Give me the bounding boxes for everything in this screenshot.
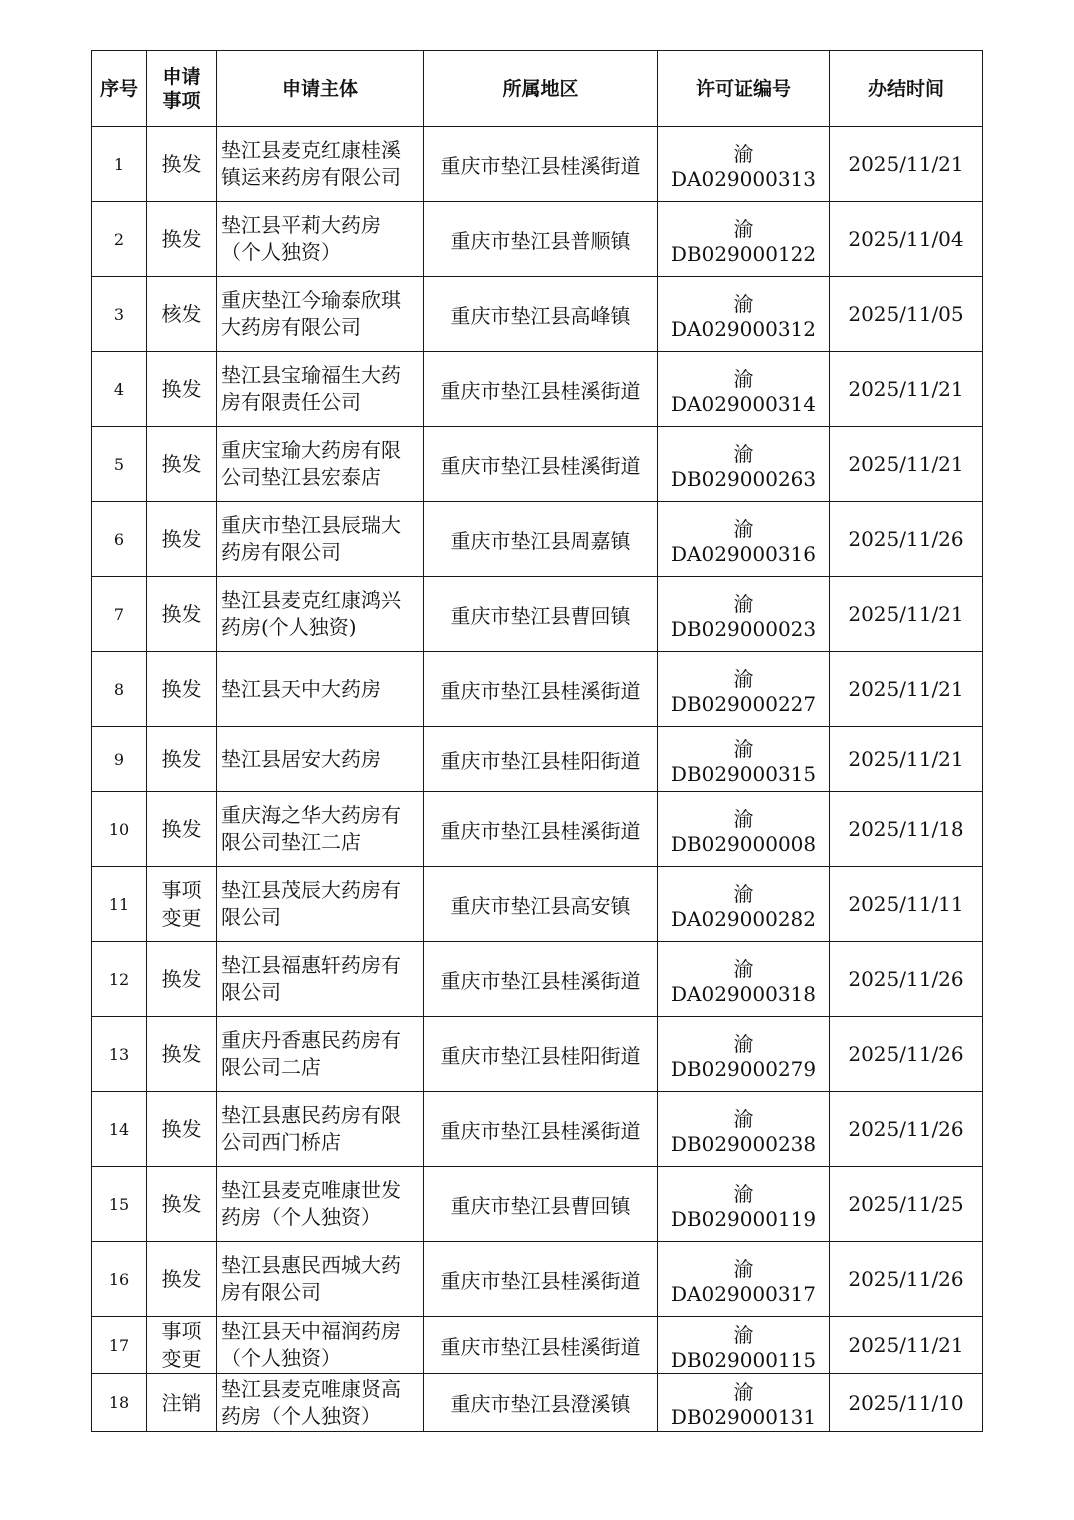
cell-entity: [217, 727, 424, 792]
cell-entity: [217, 427, 424, 502]
cell-date: [830, 942, 983, 1017]
cell-entity-text: 重庆丹香惠民药房有限公司二店: [221, 1028, 401, 1079]
table-row: [92, 277, 983, 352]
cell-region-text: 重庆市垫江县桂溪街道: [440, 453, 641, 478]
header-item: [147, 51, 217, 127]
cell-item: [147, 202, 217, 277]
cell-license-text: 渝DB029000263: [670, 441, 817, 491]
cell-license-text: 渝DA029000314: [671, 366, 816, 416]
cell-entity-text: 垫江县茂辰大药房有限公司: [221, 878, 401, 929]
cell-entity: [217, 867, 424, 942]
cell-item-text: 注销: [161, 1390, 202, 1415]
cell-item: [147, 1092, 217, 1167]
cell-region-text: 重庆市垫江县桂阳街道: [440, 1043, 641, 1068]
cell-date: [830, 202, 983, 277]
table-row: [92, 652, 983, 727]
cell-license: [658, 427, 830, 502]
cell-date: [830, 277, 983, 352]
cell-region-text: 重庆市垫江县高安镇: [450, 893, 631, 918]
cell-region: [424, 502, 658, 577]
cell-region: [424, 127, 658, 202]
cell-entity: [217, 1092, 424, 1167]
cell-license-text: 渝DB029000023: [670, 591, 817, 641]
cell-seq-text: 1: [113, 154, 125, 174]
cell-license: [658, 277, 830, 352]
cell-entity-text: 垫江县居安大药房: [221, 746, 381, 771]
table-row: [92, 127, 983, 202]
cell-date-text: 2025/11/05: [848, 302, 964, 326]
cell-date: [830, 127, 983, 202]
cell-item-text: 换发: [161, 227, 202, 251]
cell-region-text: 重庆市垫江县澄溪镇: [450, 1392, 631, 1416]
cell-date: [830, 352, 983, 427]
cell-region: [424, 202, 658, 277]
cell-license-text: 渝DB029000315: [670, 736, 817, 786]
cell-entity: [217, 502, 424, 577]
cell-seq: [92, 577, 147, 652]
cell-entity: [217, 652, 424, 727]
cell-date: [830, 1317, 983, 1374]
cell-date-text: 2025/11/26: [848, 967, 964, 991]
cell-entity-text: 重庆海之华大药房有限公司垫江二店: [221, 803, 401, 854]
cell-region-text: 重庆市垫江县高峰镇: [450, 303, 631, 328]
cell-entity: [217, 942, 424, 1017]
header-entity: 申请主体: [217, 51, 424, 127]
cell-license-text: 渝DA029000313: [671, 141, 816, 191]
cell-date-text: 2025/11/21: [848, 152, 964, 176]
cell-license: [658, 727, 830, 792]
header-date: 办结时间: [830, 51, 983, 127]
table-row: [92, 577, 983, 652]
cell-item-text: 换发: [161, 1267, 202, 1291]
cell-item: [147, 1374, 217, 1432]
cell-seq-text: 17: [108, 1335, 130, 1355]
cell-date: [830, 727, 983, 792]
cell-region: [424, 577, 658, 652]
cell-date: [830, 1092, 983, 1167]
cell-region-text: 重庆市垫江县周嘉镇: [450, 528, 631, 553]
cell-entity: [217, 1242, 424, 1317]
cell-entity: [217, 1167, 424, 1242]
cell-region: [424, 277, 658, 352]
cell-date-text: 2025/11/25: [848, 1192, 964, 1216]
cell-region-text: 重庆市垫江县桂溪街道: [440, 378, 641, 403]
cell-entity: [217, 577, 424, 652]
cell-date: [830, 1374, 983, 1432]
cell-item-text: 换发: [161, 817, 202, 841]
cell-seq-text: 3: [113, 304, 125, 324]
cell-entity: [217, 202, 424, 277]
cell-license-text: 渝DA029000282: [671, 881, 816, 931]
cell-region: [424, 1167, 658, 1242]
cell-seq: [92, 867, 147, 942]
cell-entity: [217, 1374, 424, 1432]
cell-license: [658, 127, 830, 202]
cell-seq: [92, 942, 147, 1017]
cell-license: [658, 352, 830, 427]
cell-license: [658, 792, 830, 867]
cell-license-text: 渝DB029000238: [670, 1106, 817, 1156]
table-header-row: [92, 51, 983, 127]
cell-region: [424, 652, 658, 727]
cell-region-text: 重庆市垫江县桂溪街道: [440, 153, 641, 178]
table-row: [92, 1374, 983, 1432]
cell-date: [830, 652, 983, 727]
cell-seq-text: 5: [113, 454, 125, 474]
cell-region: [424, 1317, 658, 1374]
cell-seq-text: 7: [113, 604, 125, 624]
cell-entity-text: 垫江县宝瑜福生大药房有限责任公司: [221, 363, 401, 414]
cell-license-text: 渝DA029000317: [671, 1256, 816, 1306]
header-region: 所属地区: [424, 51, 658, 127]
cell-item-text: 换发: [161, 1042, 202, 1066]
cell-date-text: 2025/11/26: [848, 1117, 964, 1141]
cell-seq-text: 4: [113, 379, 125, 399]
cell-date: [830, 427, 983, 502]
cell-seq-text: 18: [108, 1393, 130, 1412]
cell-seq-text: 14: [108, 1119, 130, 1139]
cell-entity-text: 重庆市垫江县辰瑞大药房有限公司: [221, 513, 401, 564]
license-table: [91, 50, 983, 1432]
table-row: [92, 1242, 983, 1317]
cell-entity: [217, 792, 424, 867]
cell-seq-text: 13: [108, 1044, 130, 1064]
cell-license-text: 渝DB029000279: [670, 1031, 817, 1081]
cell-license-text: 渝DB029000227: [670, 666, 817, 716]
table-row: [92, 792, 983, 867]
cell-entity-text: 垫江县麦克唯康世发药房（个人独资）: [221, 1178, 401, 1229]
cell-date-text: 2025/11/10: [848, 1390, 964, 1415]
cell-entity: [217, 1017, 424, 1092]
cell-license: [658, 202, 830, 277]
cell-seq: [92, 792, 147, 867]
cell-entity-text: 垫江县麦克红康鸿兴药房(个人独资): [221, 588, 401, 639]
cell-region-text: 重庆市垫江县曹回镇: [450, 1193, 631, 1218]
cell-seq-text: 8: [113, 679, 125, 699]
cell-region: [424, 352, 658, 427]
cell-item-text: 换发: [161, 527, 202, 551]
cell-date-text: 2025/11/18: [848, 817, 964, 841]
cell-entity-text: 垫江县惠民西城大药房有限公司: [221, 1253, 401, 1304]
cell-region-text: 重庆市垫江县桂溪街道: [440, 678, 641, 703]
cell-entity-text: 重庆宝瑜大药房有限公司垫江县宏泰店: [221, 438, 401, 489]
cell-license: [658, 577, 830, 652]
cell-item: [147, 1017, 217, 1092]
cell-item-text: 换发: [161, 1117, 202, 1141]
cell-date: [830, 577, 983, 652]
cell-seq-text: 11: [108, 894, 130, 914]
cell-seq: [92, 1167, 147, 1242]
cell-item-text: 事项变更: [161, 1319, 202, 1371]
cell-region-text: 重庆市垫江县曹回镇: [450, 603, 631, 628]
cell-item: [147, 427, 217, 502]
cell-license: [658, 1092, 830, 1167]
cell-seq: [92, 652, 147, 727]
cell-seq: [92, 277, 147, 352]
cell-license: [658, 942, 830, 1017]
table-body: [92, 127, 983, 1432]
table-row: [92, 202, 983, 277]
cell-region-text: 重庆市垫江县桂溪街道: [440, 1118, 641, 1143]
cell-date-text: 2025/11/21: [848, 747, 964, 771]
cell-item: [147, 502, 217, 577]
cell-license-text: 渝DB029000122: [670, 216, 817, 266]
cell-region-text: 重庆市垫江县桂溪街道: [440, 818, 641, 843]
cell-region-text: 重庆市垫江县桂溪街道: [440, 968, 641, 993]
cell-entity-text: 垫江县麦克红康桂溪镇运来药房有限公司: [221, 138, 401, 189]
cell-entity-text: 重庆垫江今瑜泰欣琪大药房有限公司: [221, 288, 401, 339]
cell-seq: [92, 127, 147, 202]
cell-date-text: 2025/11/26: [848, 527, 964, 551]
cell-license: [658, 1317, 830, 1374]
cell-license-text: 渝DB029000131: [670, 1380, 817, 1429]
cell-license-text: 渝DA029000312: [671, 291, 816, 341]
header-license: 许可证编号: [658, 51, 830, 127]
cell-seq-text: 12: [108, 969, 130, 989]
cell-date: [830, 1242, 983, 1317]
cell-license: [658, 867, 830, 942]
cell-seq-text: 9: [113, 749, 125, 769]
cell-region: [424, 1242, 658, 1317]
cell-region: [424, 1017, 658, 1092]
cell-item-text: 换发: [161, 747, 202, 771]
cell-region-text: 重庆市垫江县桂溪街道: [440, 1268, 641, 1293]
cell-item-text: 换发: [161, 677, 202, 701]
cell-item-text: 换发: [161, 1192, 202, 1216]
cell-date-text: 2025/11/21: [848, 1333, 964, 1357]
cell-license: [658, 1167, 830, 1242]
cell-region: [424, 1374, 658, 1432]
header-item-label: 申请事项: [162, 65, 201, 112]
cell-item: [147, 277, 217, 352]
cell-seq-text: 6: [113, 529, 125, 549]
cell-date-text: 2025/11/26: [848, 1267, 964, 1291]
cell-seq: [92, 1242, 147, 1317]
cell-seq-text: 15: [108, 1194, 130, 1214]
cell-license: [658, 652, 830, 727]
cell-date: [830, 502, 983, 577]
cell-item-text: 换发: [161, 452, 202, 476]
cell-item: [147, 727, 217, 792]
cell-license-text: 渝DA029000318: [671, 956, 816, 1006]
cell-region-text: 重庆市垫江县普顺镇: [450, 228, 631, 253]
cell-entity-text: 垫江县麦克唯康贤高药房（个人独资）: [221, 1376, 401, 1428]
cell-region: [424, 427, 658, 502]
cell-date: [830, 1167, 983, 1242]
cell-item: [147, 1317, 217, 1374]
cell-item: [147, 577, 217, 652]
cell-entity-text: 垫江县平莉大药房（个人独资）: [221, 213, 381, 264]
table-row: [92, 1317, 983, 1374]
table-row: [92, 867, 983, 942]
table-row: [92, 502, 983, 577]
cell-region: [424, 727, 658, 792]
cell-item-text: 换发: [161, 602, 202, 626]
cell-license: [658, 1017, 830, 1092]
cell-entity: [217, 352, 424, 427]
cell-seq: [92, 1317, 147, 1374]
cell-region: [424, 942, 658, 1017]
cell-license: [658, 502, 830, 577]
cell-date: [830, 1017, 983, 1092]
cell-license-text: 渝DB029000008: [670, 806, 817, 856]
cell-date-text: 2025/11/26: [848, 1042, 964, 1066]
table-row: [92, 1167, 983, 1242]
cell-entity: [217, 127, 424, 202]
cell-item: [147, 1242, 217, 1317]
cell-seq: [92, 1374, 147, 1432]
cell-seq-text: 2: [113, 229, 125, 249]
cell-item: [147, 127, 217, 202]
cell-seq-text: 16: [108, 1269, 130, 1289]
cell-region: [424, 1092, 658, 1167]
table-row: [92, 1092, 983, 1167]
cell-seq: [92, 352, 147, 427]
cell-item: [147, 867, 217, 942]
cell-license-text: 渝DB029000119: [670, 1181, 817, 1231]
cell-entity-text: 垫江县福惠轩药房有限公司: [221, 953, 401, 1004]
cell-date-text: 2025/11/04: [848, 227, 964, 251]
cell-date-text: 2025/11/21: [848, 602, 964, 626]
cell-seq-text: 10: [108, 819, 130, 839]
cell-seq: [92, 1092, 147, 1167]
cell-entity: [217, 1317, 424, 1374]
table-row: [92, 352, 983, 427]
cell-item: [147, 352, 217, 427]
cell-license: [658, 1374, 830, 1432]
table-row: [92, 727, 983, 792]
cell-region: [424, 792, 658, 867]
cell-region-text: 重庆市垫江县桂阳街道: [440, 748, 641, 773]
cell-license-text: 渝DB029000115: [670, 1322, 817, 1372]
table-row: [92, 1017, 983, 1092]
cell-seq: [92, 502, 147, 577]
cell-entity-text: 垫江县天中大药房: [221, 676, 381, 701]
cell-date-text: 2025/11/21: [848, 452, 964, 476]
cell-date-text: 2025/11/21: [848, 677, 964, 701]
cell-item: [147, 792, 217, 867]
header-seq: 序号: [92, 51, 147, 127]
cell-seq: [92, 727, 147, 792]
cell-item-text: 换发: [161, 967, 202, 991]
cell-date: [830, 792, 983, 867]
cell-date-text: 2025/11/21: [848, 377, 964, 401]
cell-seq: [92, 427, 147, 502]
cell-seq: [92, 202, 147, 277]
cell-seq: [92, 1017, 147, 1092]
cell-item-text: 核发: [161, 302, 202, 326]
cell-entity-text: 垫江县天中福润药房（个人独资）: [221, 1319, 401, 1370]
cell-item-text: 换发: [161, 377, 202, 401]
cell-entity-text: 垫江县惠民药房有限公司西门桥店: [221, 1103, 401, 1154]
cell-license-text: 渝DA029000316: [671, 516, 816, 566]
cell-date-text: 2025/11/11: [848, 892, 964, 916]
cell-item-text: 换发: [161, 152, 202, 176]
cell-region-text: 重庆市垫江县桂溪街道: [440, 1334, 641, 1359]
cell-region: [424, 867, 658, 942]
cell-license: [658, 1242, 830, 1317]
cell-item-text: 事项变更: [161, 878, 202, 930]
cell-item: [147, 652, 217, 727]
table-row: [92, 427, 983, 502]
cell-entity: [217, 277, 424, 352]
cell-date: [830, 867, 983, 942]
cell-item: [147, 942, 217, 1017]
cell-item: [147, 1167, 217, 1242]
table-row: [92, 942, 983, 1017]
